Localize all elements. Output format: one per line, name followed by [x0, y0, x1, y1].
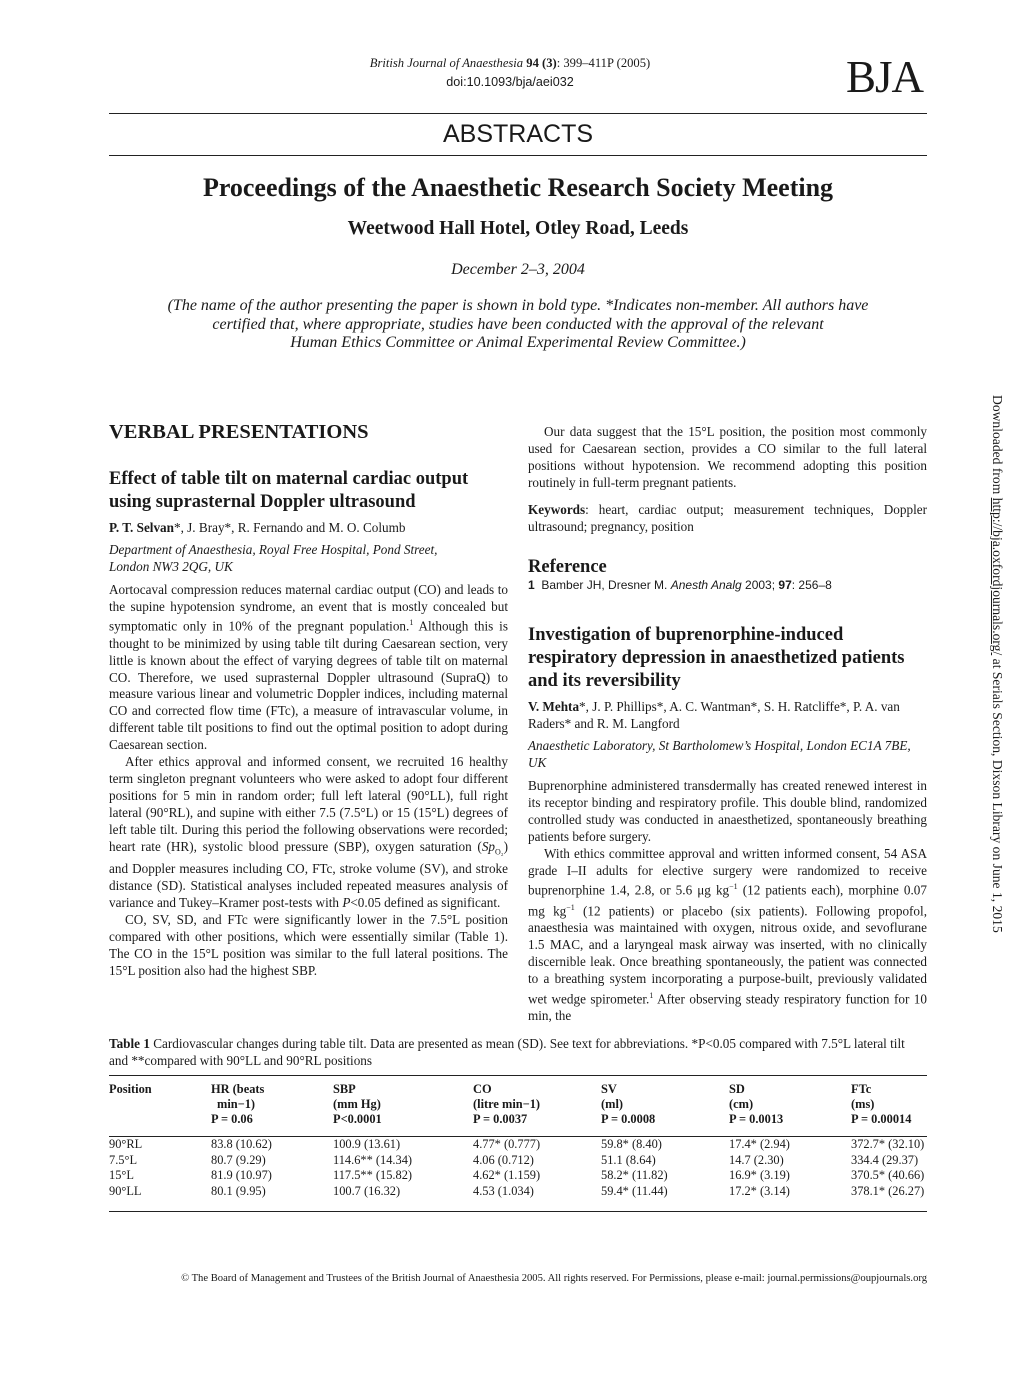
table-cell: 100.9 (13.61): [333, 1137, 401, 1151]
column-header: HR (beats min−1) P = 0.06: [211, 1082, 265, 1126]
author-line: [528, 699, 927, 733]
table-header-row: [109, 1082, 927, 1127]
table-cell: 4.77* (0.777): [473, 1137, 541, 1151]
row-label: 7.5°L: [109, 1152, 138, 1167]
affiliation-line: Department of Anaesthesia, Royal Free Hospital, Pond Street,: [109, 541, 438, 557]
column-header: Position: [109, 1082, 152, 1096]
table-row: [109, 1184, 927, 1200]
keywords: [528, 502, 927, 536]
table-cell: 59.8* (8.40): [601, 1137, 662, 1151]
table-label: Table 1: [109, 1036, 150, 1051]
table-cell: 4.06 (0.712): [473, 1152, 534, 1167]
journal-pages: : 399–411P (2005): [556, 56, 651, 70]
table-cell: 83.8 (10.62): [211, 1137, 272, 1151]
meeting-note-line: Human Ethics Committee or Animal Experimental Review Committee.): [290, 334, 746, 351]
keywords-label: Keywords: [528, 501, 586, 517]
table-caption: [109, 1036, 927, 1069]
table-cell: 17.2* (3.14): [729, 1183, 790, 1198]
paragraph: With ethics committee approval and written informed consent, 54 ASA grade I–II adults for elective surgery were randomized to receive buprenorphine 1.4, 2.8, or 5.6 μg $kg^{-1}$ (12 patients each), morphine 0.07 mg $kg^{-1}$ (12 patients) or placebo (six patients). Following propofol, anaesthesia was maintained with oxygen, nitrous oxide, and sevoflurane 1.5 MAC, and a laryngeal mask airway was inserted, with no clinically discernible leak. Once breathing spontaneously, the patient was connected to a breathing system incorporating a purpose-built, previously validated wet wedge spirometer.$^1$ After observing steady respiratory function for 10 min, the: [528, 845, 927, 1023]
affiliation: [109, 542, 508, 576]
table-cell: 59.4* (11.44): [601, 1183, 668, 1198]
ref-marker[interactable]: 1: [649, 990, 654, 1000]
data-table: [109, 1082, 927, 1199]
keywords-text: : heart, cardiac output; measurement techniques, Doppler ultrasound; pregnancy, position: [528, 501, 927, 534]
meeting-note: [100, 297, 936, 353]
table-rule-top: [109, 1075, 927, 1076]
authors: *, J. Bray*, R. Fernando and M. O. Columb: [173, 519, 406, 535]
journal-issue: (3): [542, 56, 557, 70]
article-title: Investigation of buprenorphine-induced respiratory depression in anaesthetized patients and its reversibility: [528, 625, 905, 692]
reference-item: 1 Bamber JH, Dresner M. Anesth Analg 2003; 97: 256–8: [528, 578, 832, 593]
table-row: [109, 1168, 927, 1184]
reference-heading: Reference: [528, 557, 607, 578]
journal-name: British Journal of Anaesthesia: [369, 56, 524, 70]
table-caption-text: Cardiovascular changes during table tilt. Data are presented as mean (SD). See text for abbreviations. *P<0.05 compared with 7.5°L lateral tilt and **compared with 90°LL and 90°RL positions: [109, 1036, 905, 1068]
meeting-venue: Weetwood Hall Hotel, Otley Road, Leeds: [347, 218, 689, 239]
article-title: Effect of table tilt on maternal cardiac output using suprasternal Doppler ultrasound: [109, 468, 469, 512]
meeting-note-line: (The name of the author presenting the paper is shown in bold type. *Indicates non-member. All authors have: [167, 297, 869, 314]
table-cell: 4.62* (1.159): [473, 1168, 541, 1182]
copyright-footer: © The Board of Management and Trustees of the British Journal of Anaesthesia 2005. All rights reserved. For Permissions, please e-mail: journal.permissions@oupjournals.org: [181, 1273, 927, 1284]
author-line: [109, 520, 508, 537]
table-cell: 334.4 (29.37): [851, 1152, 919, 1167]
table-cell: 114.6** (14.34): [333, 1152, 413, 1167]
table-cell: 4.53 (1.034): [473, 1183, 534, 1198]
left-column: [109, 421, 508, 980]
right-column: [528, 424, 927, 1025]
table-cell: 370.5* (40.66): [851, 1168, 925, 1182]
presenter: V. Mehta: [528, 699, 580, 715]
download-link[interactable]: http://bja.oxfordjournals.org/: [990, 497, 1005, 656]
paragraph: CO, SV, SD, and FTc were significantly lower in the 7.5°L position compared with other positions, which were essentially similar (Table 1). The CO in the 15°L position was similar to the full lateral positions. The 15°L position also had the highest SBP.: [109, 911, 508, 978]
column-header: FTc (ms) P = 0.00014: [851, 1082, 912, 1126]
journal-volume: 94: [526, 56, 539, 70]
table-cell: 80.1 (9.95): [211, 1183, 266, 1198]
table-cell: 372.7* (32.10): [851, 1137, 925, 1151]
section-label: ABSTRACTS: [442, 120, 594, 148]
table-cell: 117.5** (15.82): [333, 1168, 413, 1182]
paragraph: Aortocaval compression reduces maternal cardiac output (CO) and leads to the supine hypotension syndrome, an event that is mostly concealed but symptomatic only in 10% of the pregnant population.$^1$ Although this is thought to be minimized by using table tilt during Caesarean section, very little is known about the effect of varying degrees of table tilt on maternal CO. Therefore, we used suprasternal Doppler ultrasound (SupraQ) to measure various linear and volumetric Doppler indices, including maternal CO and corrected flow time (FTc), a measure of intravascular volume, in different table tilt positions to find out the optimal position to adopt during Caesarean section.: [109, 581, 508, 753]
meeting-title: Proceedings of the Anaesthetic Research Society Meeting: [202, 173, 834, 202]
meeting-dates: December 2–3, 2004: [451, 261, 585, 278]
table-cell: 81.9 (10.97): [211, 1168, 272, 1182]
table-cell: 58.2* (11.82): [601, 1168, 668, 1182]
row-label: 15°L: [109, 1168, 134, 1182]
column-header: SV (ml) P = 0.0008: [601, 1082, 656, 1126]
table-cell: 14.7 (2.30): [729, 1152, 784, 1167]
table-row: [109, 1127, 927, 1153]
table-rule-mid: [109, 1136, 927, 1137]
section-heading: VERBAL PRESENTATIONS: [109, 421, 369, 443]
rule-under-label: [109, 155, 927, 156]
bja-logo: BJA: [846, 52, 924, 102]
column-header: SBP (mm Hg) P<0.0001: [333, 1082, 382, 1126]
journal-citation: [300, 56, 720, 71]
row-label: 90°RL: [109, 1137, 143, 1151]
table-cell: 16.9* (3.19): [729, 1168, 790, 1182]
download-note: Downloaded from http://bja.oxfordjournals.org/ at Serials Section, Dixson Library on June 1, 2015: [990, 395, 1005, 933]
paragraph: After ethics approval and informed consent, we recruited 16 healthy term singleton pregnant volunteers who were asked to adopt four different positions for 5 min in random order; full left lateral (90°LL), full right lateral (90°RL), and supine with either 7.5 (7.5°L) or 15 (15°L) degrees of left table tilt. During this period the following observations were recorded; heart rate (HR), systolic blood pressure (SBP), oxygen saturation $(Sp_{O_2})$ and Doppler measures including CO, FTc, stroke volume (SV), and stroke distance (SD). Statistical analyses included repeated measures analysis of variance and Tukey–Kramer post-tests with P<0.05 defined as significant.: [109, 754, 508, 910]
affiliation: Anaesthetic Laboratory, St Bartholomew’s Hospital, London EC1A 7BE, UK: [528, 738, 911, 771]
table-cell: 378.1* (26.27): [851, 1183, 925, 1198]
table-cell: 80.7 (9.29): [211, 1152, 266, 1167]
table-cell: 51.1 (8.64): [601, 1152, 656, 1167]
authors: *, J. P. Phillips*, A. C. Wantman*, S. H. Ratcliffe*, P. A. van Raders* and R. M. Langford: [528, 699, 900, 732]
table-rule-bottom: [109, 1211, 927, 1212]
meeting-note-line: certified that, where appropriate, studies have been conducted with the approval of the relevant: [212, 315, 824, 333]
table-cell: 17.4* (2.94): [729, 1137, 790, 1151]
row-label: 90°LL: [109, 1183, 142, 1198]
paragraph: Our data suggest that the 15°L position, the position most commonly used for Caesarean section, provides a CO similar to the full lateral positions without hypotension. We recommend adopting this position routinely in full-term pregnant patients.: [528, 424, 927, 490]
doi[interactable]: doi:10.1093/bja/aei032: [446, 75, 574, 89]
presenter: P. T. Selvan: [109, 519, 174, 535]
column-header: SD (cm) P = 0.0013: [729, 1082, 784, 1126]
rule-top: [109, 113, 927, 114]
affiliation-line: London NW3 2QG, UK: [109, 558, 233, 574]
paragraph: Buprenorphine administered transdermally has created renewed interest in its receptor binding and respiratory profile. This double blind, randomized controlled study was conducted in anaesthetized, spontaneously breathing patients before surgery.: [528, 777, 927, 844]
table-cell: 100.7 (16.32): [333, 1183, 401, 1198]
table-row: [109, 1153, 927, 1169]
column-header: CO (litre min−1) P = 0.0037: [473, 1082, 541, 1126]
ref-marker[interactable]: 1: [409, 618, 414, 628]
